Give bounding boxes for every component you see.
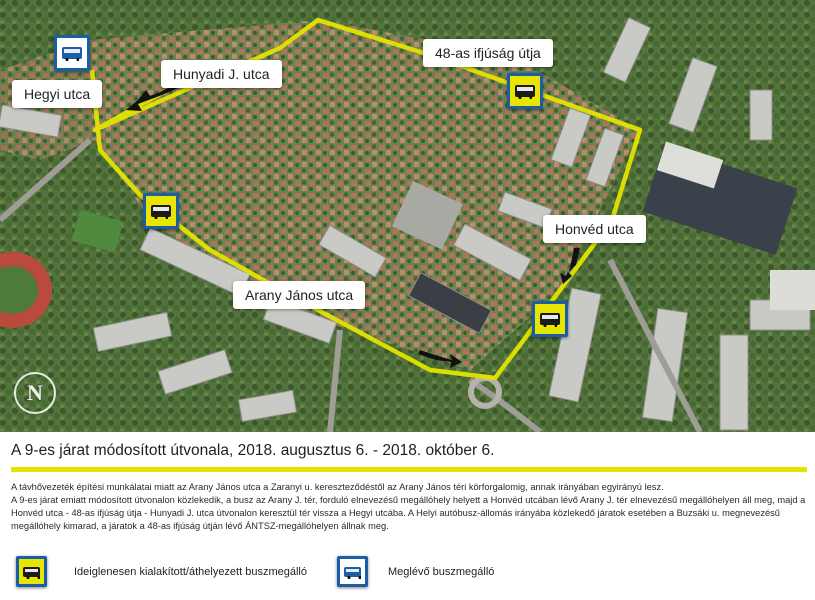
- legend-temporary-stop: [16, 556, 307, 587]
- temporary-bus-stop-hunyadi: [143, 193, 179, 229]
- legend-temporary-label: Ideiglenesen kialakított/áthelyezett buszmegálló: [74, 565, 307, 578]
- legend-existing-stop-icon: [337, 556, 368, 587]
- bus-icon: [515, 85, 535, 97]
- bus-icon: [23, 567, 40, 577]
- description-paragraph-2: A 9-es járat emiatt módosított útvonalon közlekedik, a busz az Arany J. tér, forduló elnevezésű megállóhely helyett a Honvéd utcában lévő Arany J. tér elnevezésű megállóhelyen áll meg, majd a Honvéd utca - 48-as ifjúság útja - Hunyadi J. utca útvonalon keresztül tér vissza a Hegyi utcába. A Helyi autóbusz-állomás irányába közlekedő járatok esetében a Buzsáki u. megnevezésű megállóhely kimarad, a járatok a 48-as ifjúság útján lévő ÁNTSZ-megállóhelyen állnak meg.: [11, 495, 806, 531]
- temporary-bus-stop-ifjusag: [507, 73, 543, 109]
- description-paragraph-1: A távhővezeték építési munkálatai miatt az Arany János utca a Zaranyi u. kereszteződéstől az Arany János téri körforgalomig, annak irányában egyirányú lesz.: [11, 482, 664, 492]
- page-title: A 9-es járat módosított útvonala, 2018. augusztus 6. - 2018. október 6.: [11, 442, 495, 459]
- legend-temporary-stop-icon: [16, 556, 47, 587]
- honved-street-label: Honvéd utca: [543, 215, 646, 243]
- hunyadi-street-label: Hunyadi J. utca: [161, 60, 282, 88]
- legend-existing-stop: [337, 556, 494, 587]
- ifjusag-street-label: 48-as ifjúság útja: [423, 39, 553, 67]
- bus-icon: [62, 47, 82, 59]
- route-description: [11, 481, 807, 533]
- bus-icon: [540, 313, 560, 325]
- existing-bus-stop-hegyi: [54, 35, 90, 71]
- temporary-bus-stop-honved: [532, 301, 568, 337]
- hegyi-street-label: Hegyi utca: [12, 80, 102, 108]
- publisher-logo: N: [14, 372, 56, 414]
- title-underline: [11, 467, 807, 472]
- arany-street-label: Arany János utca: [233, 281, 365, 309]
- bus-icon: [151, 205, 171, 217]
- legend-existing-label: Meglévő buszmegálló: [388, 565, 495, 578]
- bus-icon: [344, 567, 361, 577]
